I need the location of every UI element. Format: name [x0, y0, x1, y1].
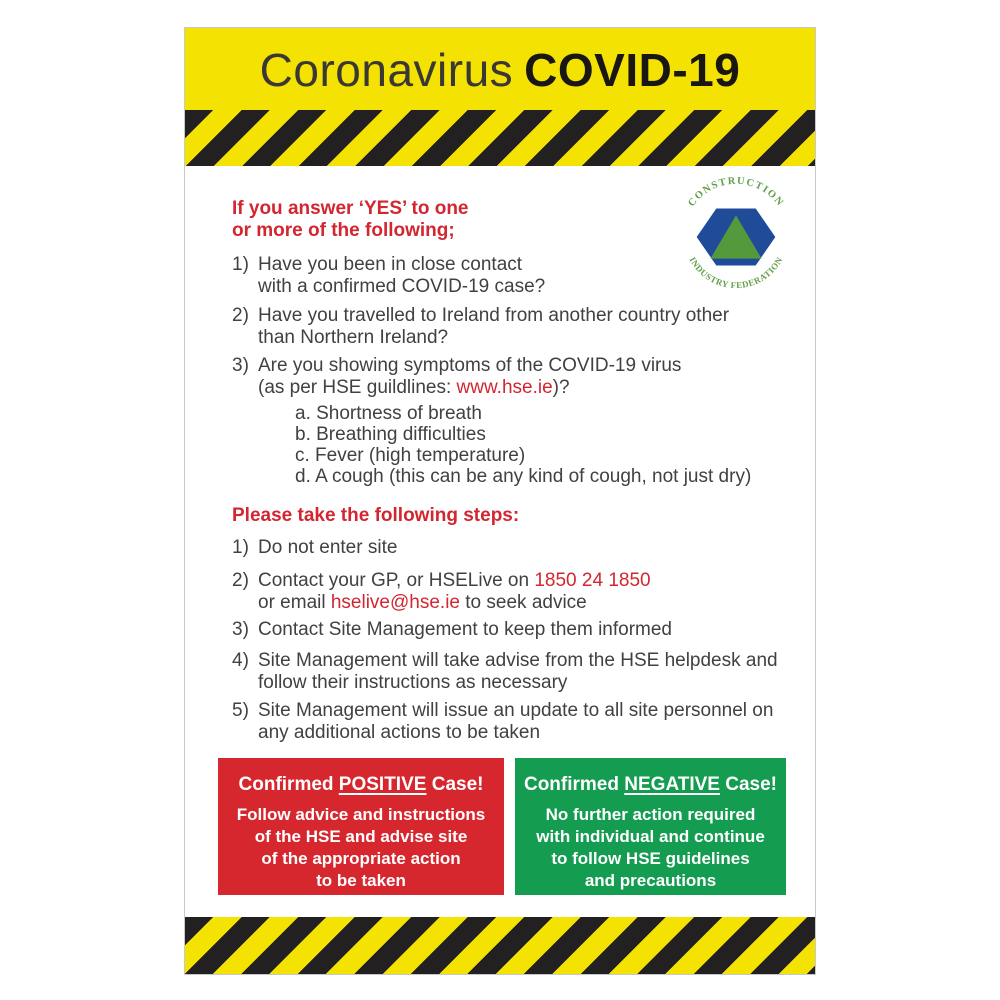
question-2-line-2: than Northern Ireland?	[258, 327, 449, 348]
negative-body-line-2: with individual and continue	[536, 827, 765, 846]
step-4	[232, 650, 778, 694]
positive-body-line-2: of the HSE and advise site	[254, 827, 468, 846]
negative-heading-post: Case!	[719, 774, 778, 795]
question-1-line-2: with a confirmed COVID-19 case?	[258, 276, 546, 297]
logo-arc-bottom-text: INDUSTRY FEDERATION	[687, 255, 785, 291]
question-2-number: 2)	[232, 305, 249, 326]
step-2	[232, 570, 651, 614]
step-5-number: 5)	[232, 700, 249, 721]
steps-heading: Please take the following steps:	[232, 505, 520, 526]
symptom-list	[295, 403, 751, 487]
question-2-line-1: Have you travelled to Ireland from another country other	[258, 305, 730, 326]
question-1-line-1: Have you been in close contact	[258, 254, 523, 275]
positive-body-line-1: Follow advice and instructions	[236, 805, 486, 824]
question-1	[232, 254, 545, 298]
question-3-text	[258, 355, 681, 399]
positive-case-box	[218, 758, 504, 895]
logo-arc-top-text: CONSTRUCTION	[686, 176, 786, 209]
question-3-line-2-pre: (as per HSE guildlines:	[258, 377, 457, 398]
cif-logo	[677, 176, 795, 294]
question-3-number: 3)	[232, 355, 249, 376]
intro-line-1: If you answer ‘YES’ to one	[232, 198, 469, 219]
step-4-line-1: Site Management will take advise from the HSE helpdesk and	[258, 650, 778, 671]
step-3-number: 3)	[232, 619, 249, 640]
step-3	[232, 619, 672, 641]
hse-email-address: hselive@hse.ie	[330, 592, 460, 613]
header-band	[185, 28, 815, 166]
covid-safety-poster	[184, 27, 816, 975]
step-2-line-1	[258, 570, 651, 592]
step-2-text	[258, 570, 651, 614]
hse-phone-number: 1850 24 1850	[534, 570, 651, 591]
positive-body-line-4: to be taken	[316, 871, 406, 890]
negative-case-box	[515, 758, 786, 895]
question-3-line-2	[258, 377, 681, 399]
question-1-text	[258, 254, 545, 298]
symptom-d: d. A cough (this can be any kind of cough, not just dry)	[295, 466, 752, 487]
positive-case-body	[222, 804, 500, 892]
negative-case-heading	[519, 773, 782, 797]
hazard-stripes-bottom	[185, 917, 815, 974]
step-2-number: 2)	[232, 570, 249, 591]
step-5-line-1: Site Management will issue an update to all site personnel on	[258, 700, 774, 721]
positive-body-line-3: of the appropriate action	[261, 849, 461, 868]
hse-website-link: www.hse.ie	[456, 377, 553, 398]
poster-title	[185, 28, 815, 110]
step-4-line-2: follow their instructions as necessary	[258, 672, 568, 693]
step-5-line-2: any additional actions to be taken	[258, 722, 541, 743]
positive-case-heading	[222, 773, 500, 797]
intro-line-2: or more of the following;	[232, 220, 455, 241]
positive-heading-word: POSITIVE	[338, 774, 427, 795]
svg-text:CONSTRUCTION	[686, 176, 786, 209]
step-1	[232, 537, 397, 559]
question-1-number: 1)	[232, 254, 249, 275]
question-2-text	[258, 305, 729, 349]
negative-heading-pre: Confirmed	[523, 774, 625, 795]
question-3-line-2-post: )?	[552, 377, 570, 398]
negative-case-body	[519, 804, 782, 892]
step-2-line-1-pre: Contact your GP, or HSELive on	[258, 570, 535, 591]
positive-heading-post: Case!	[426, 774, 484, 795]
negative-body-line-4: and precautions	[584, 871, 717, 890]
negative-body-line-3: to follow HSE guidelines	[551, 849, 750, 868]
question-2	[232, 305, 729, 349]
step-3-text: Contact Site Management to keep them informed	[258, 619, 673, 640]
step-2-line-2-pre: or email	[258, 592, 331, 613]
title-coronavirus: Coronavirus	[259, 44, 514, 96]
negative-heading-word: NEGATIVE	[624, 774, 720, 795]
step-1-number: 1)	[232, 537, 249, 558]
question-3-line-1: Are you showing symptoms of the COVID-19 virus	[258, 355, 682, 376]
step-2-line-2	[258, 592, 651, 614]
step-2-line-2-post: to seek advice	[460, 592, 587, 613]
cif-logo-graphic	[677, 176, 795, 294]
step-4-number: 4)	[232, 650, 249, 671]
hazard-stripes-top	[185, 110, 815, 166]
symptom-a: a. Shortness of breath	[295, 403, 482, 424]
step-1-text: Do not enter site	[258, 537, 398, 558]
symptom-c: c. Fever (high temperature)	[295, 445, 526, 466]
step-5	[232, 700, 773, 744]
title-covid19: COVID-19	[524, 44, 741, 96]
symptom-b: b. Breathing difficulties	[295, 424, 486, 445]
question-3	[232, 355, 681, 399]
step-5-text	[258, 700, 773, 744]
step-4-text	[258, 650, 778, 694]
negative-body-line-1: No further action required	[545, 805, 756, 824]
intro-heading	[232, 198, 469, 242]
positive-heading-pre: Confirmed	[238, 774, 339, 795]
